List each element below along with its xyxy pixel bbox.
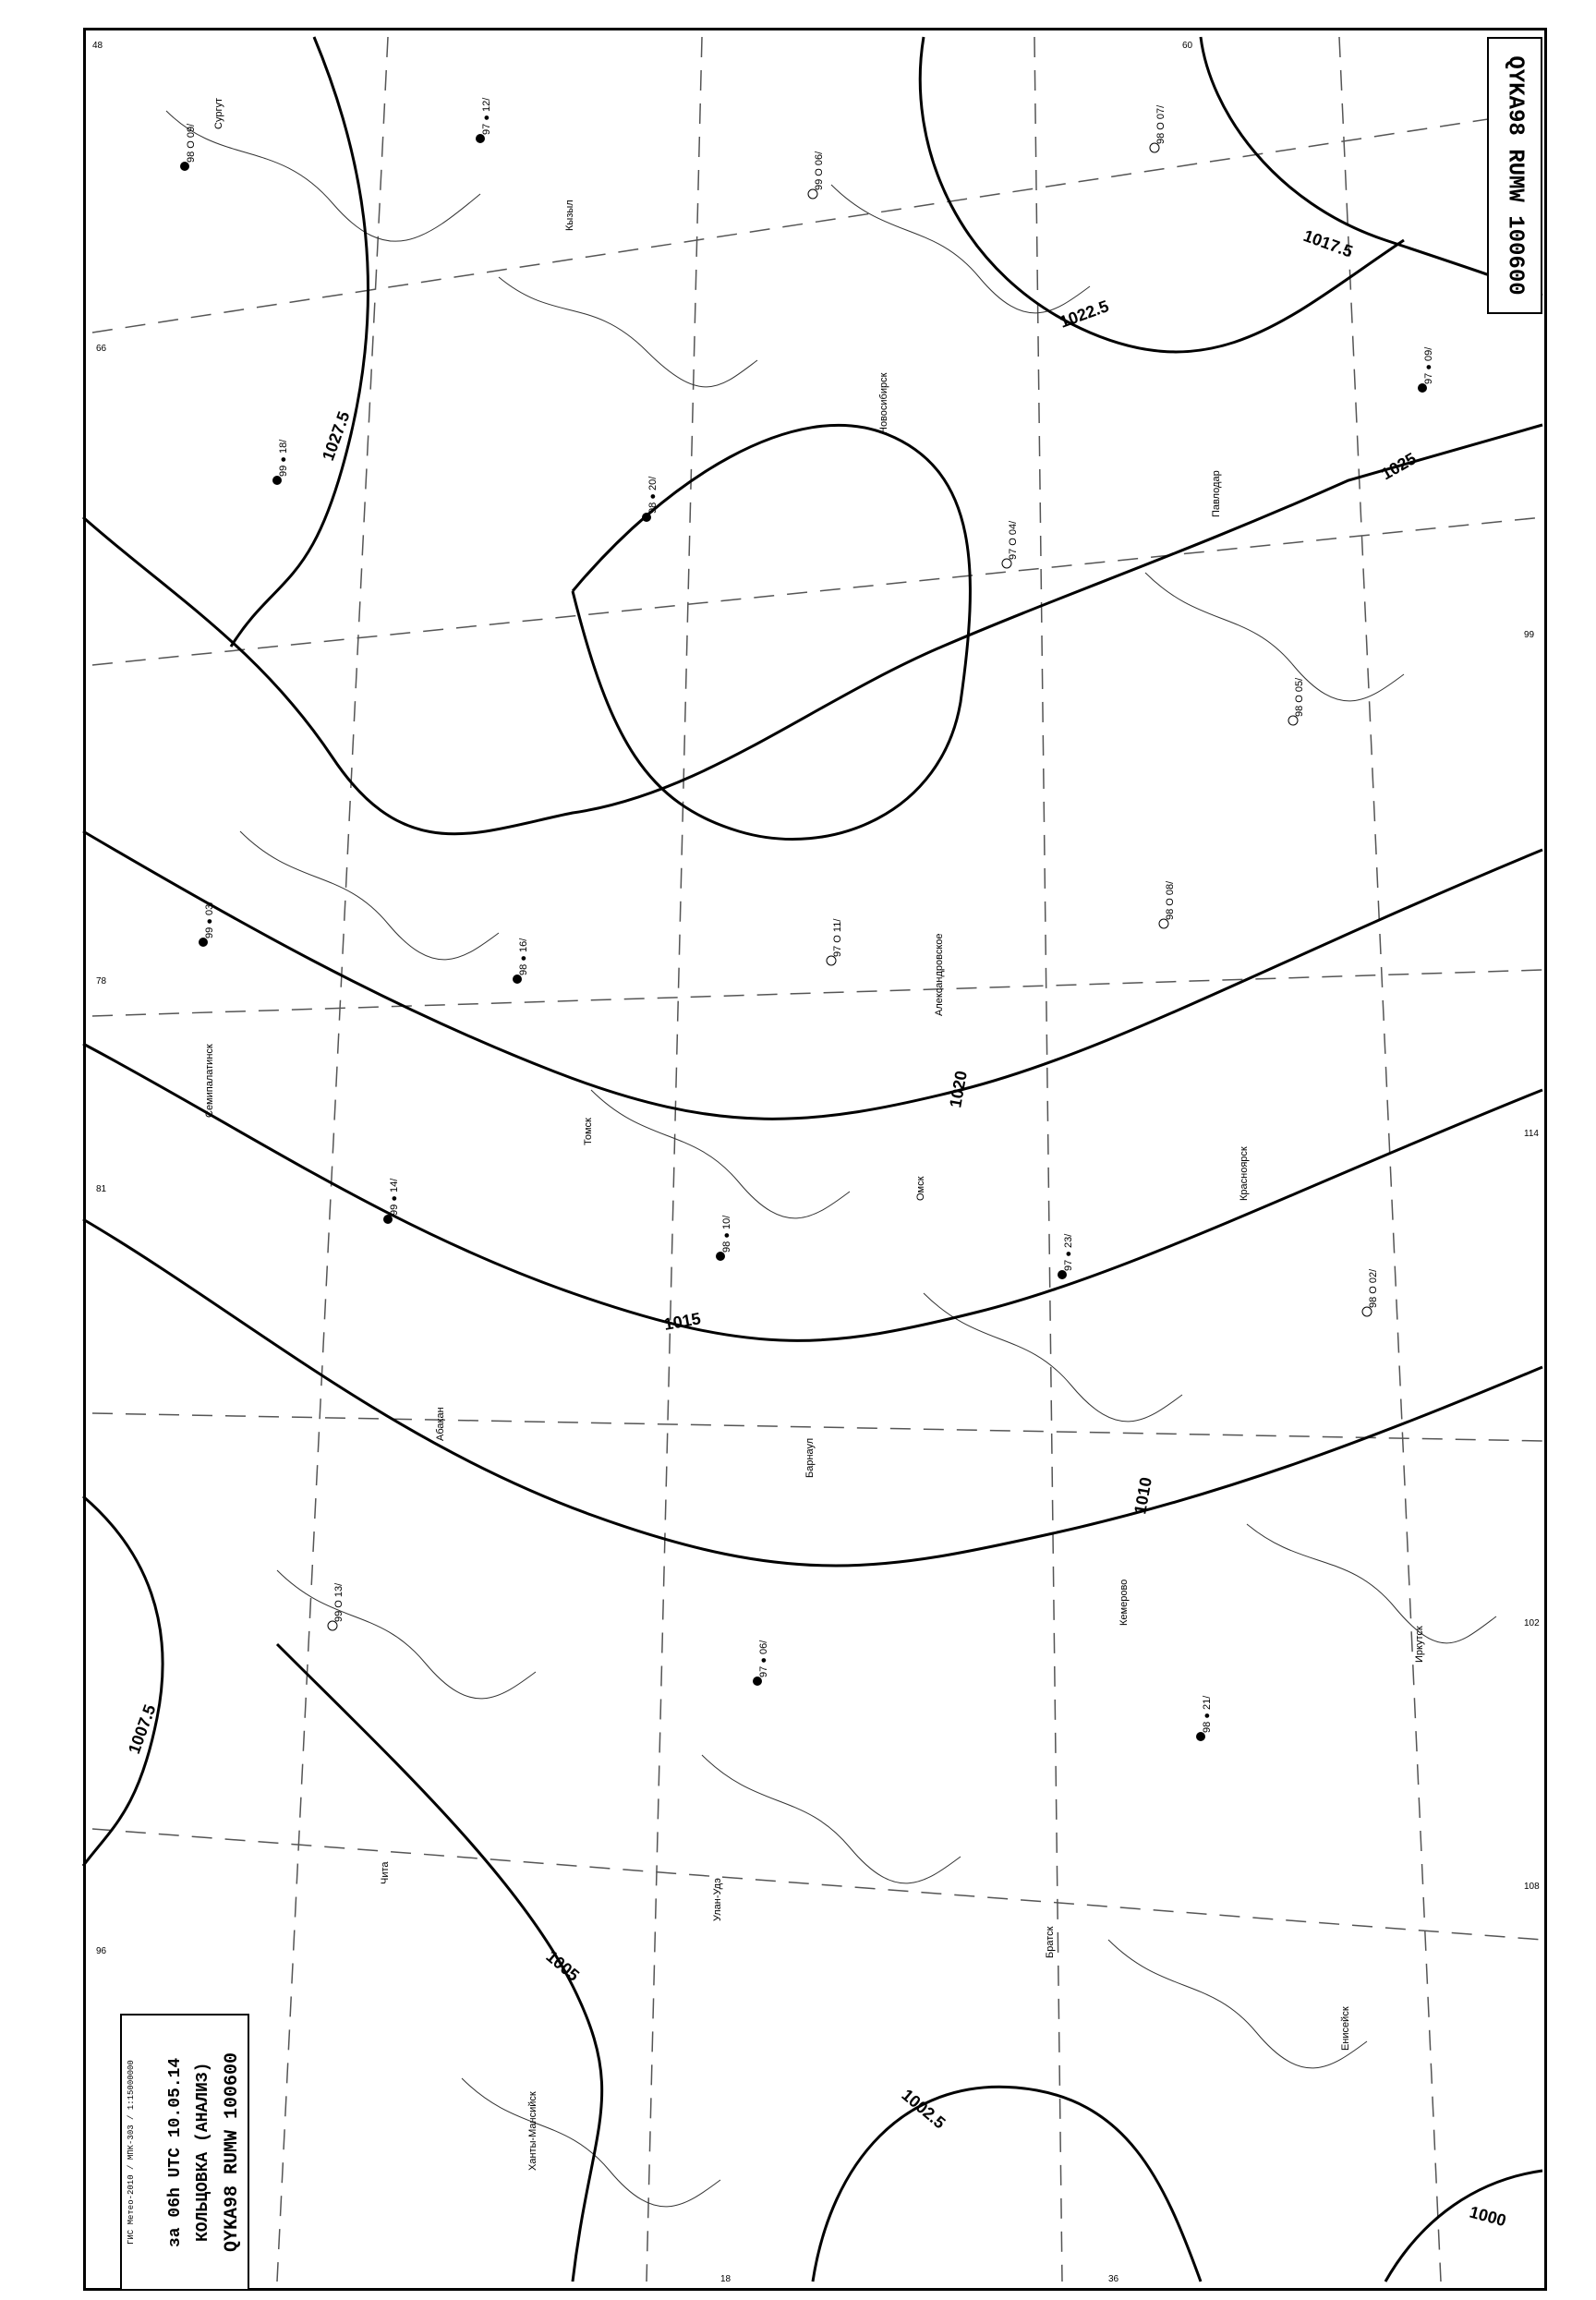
edge-tick: 78: [96, 976, 107, 987]
edge-tick: 60: [1182, 41, 1193, 51]
station-label: 97 O 11/: [832, 918, 843, 957]
station-label: 99 ● 14/: [389, 1178, 400, 1216]
isobar-label: 1025: [1378, 449, 1420, 484]
place-name: Барнаул: [804, 1437, 816, 1478]
station-label: 97 O 04/: [1008, 520, 1019, 560]
station-label: 99 O 06/: [814, 151, 825, 190]
header-code: QYKA98 RUMW 100600: [1502, 55, 1528, 296]
isobar-label: 1002.5: [898, 2085, 949, 2133]
place-name: Кемерово: [1118, 1579, 1130, 1626]
place-name: Иркутск: [1414, 1626, 1425, 1663]
station-label: 98 O 07/: [1155, 104, 1167, 144]
station-label: 98 ● 21/: [1202, 1695, 1213, 1733]
place-name: Улан-Удэ: [712, 1878, 723, 1921]
place-name: Томск: [583, 1118, 594, 1145]
station-label: 98 O 09/: [186, 123, 197, 163]
title-block: [120, 2014, 249, 2291]
place-name: Новосибирск: [878, 372, 889, 434]
edge-tick: 102: [1524, 1618, 1540, 1628]
place-name: Александровское: [934, 933, 945, 1016]
edge-tick: 48: [92, 41, 103, 51]
isobar-label: 1010: [1130, 1475, 1155, 1516]
title-code: QYKA98 RUMW 100600: [222, 2052, 243, 2253]
title-footer: ГИС Метео-2010 / МПК-303 / 1:15000000: [127, 2060, 136, 2245]
station-label: 99 O 13/: [333, 1582, 345, 1622]
isobar-label: 1022.5: [1057, 297, 1112, 332]
edge-tick: 108: [1524, 1882, 1540, 1892]
isobar-label: 1020: [946, 1069, 971, 1109]
place-name: Енисейск: [1340, 2006, 1351, 2051]
edge-tick: 114: [1524, 1129, 1539, 1139]
station-label: 98 ● 20/: [647, 476, 659, 514]
edge-tick: 18: [720, 2274, 732, 2284]
place-name: Ханты-Мансийск: [527, 2091, 538, 2171]
edge-tick: 36: [1108, 2274, 1119, 2284]
isobar-label: 1017.5: [1300, 225, 1356, 261]
edge-tick: 99: [1524, 630, 1535, 640]
header-code-box: [1487, 37, 1542, 314]
place-name: Братск: [1045, 1926, 1056, 1958]
station-label: 98 ● 16/: [518, 938, 529, 975]
isobar-label: 1007.5: [124, 1701, 160, 1757]
station-label: 98 ● 10/: [721, 1215, 732, 1253]
station-label: 97 ● 06/: [758, 1640, 769, 1677]
station-label: 98 O 05/: [1294, 677, 1305, 717]
place-name: Сургут: [213, 98, 224, 129]
station-label: 97 ● 09/: [1423, 346, 1434, 384]
station-label: 98 O 02/: [1368, 1268, 1379, 1308]
station-label: 98 O 08/: [1165, 880, 1176, 920]
isobar-label: 1027.5: [318, 408, 354, 464]
place-name: Абакан: [435, 1407, 446, 1441]
station-label: 97 ● 12/: [481, 97, 492, 135]
edge-tick: 81: [96, 1184, 107, 1194]
place-name: Красноярск: [1239, 1146, 1250, 1201]
place-name: Омск: [915, 1176, 926, 1201]
station-label: 99 ● 03/: [204, 901, 215, 938]
isobar-label: 1015: [662, 1309, 703, 1334]
title-product: КОЛЬЦОВКА (АНАЛИЗ): [194, 2062, 212, 2243]
station-label: 97 ● 23/: [1063, 1233, 1074, 1271]
place-name: Павлодар: [1211, 470, 1222, 517]
station-label: 99 ● 18/: [278, 439, 289, 477]
place-name: Чита: [380, 1861, 391, 1884]
place-name: Семипалатинск: [204, 1044, 215, 1118]
map-frame: [83, 28, 1547, 2291]
edge-tick: 96: [96, 1946, 107, 1956]
edge-tick: 66: [96, 344, 107, 354]
title-valid-time: за 06h UTC 10.05.14: [166, 2057, 185, 2247]
isobar-label: 1000: [1467, 2202, 1508, 2231]
isobar-label: 1005: [542, 1946, 583, 1985]
place-name: Кызыл: [564, 200, 575, 231]
